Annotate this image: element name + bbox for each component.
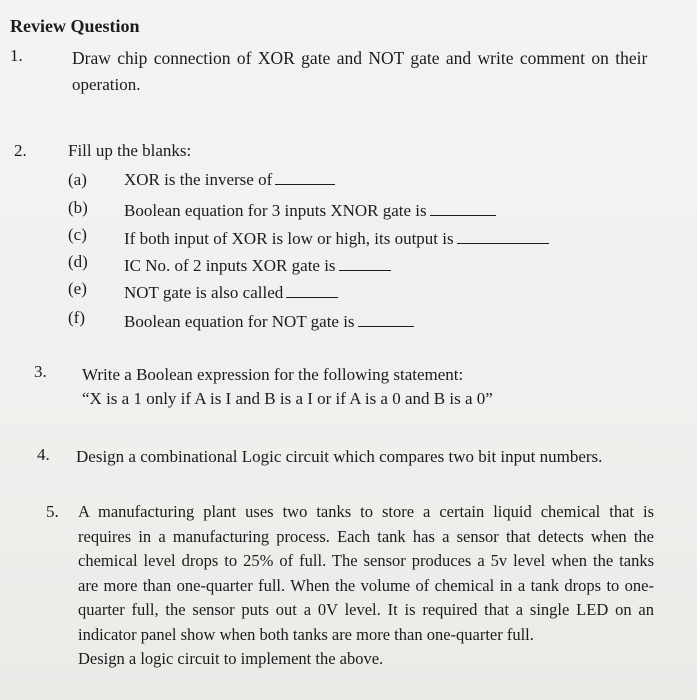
q2-number: 2. — [14, 141, 27, 160]
q5-line-1: A manufacturing plant uses two tanks to store a certain liquid chemical that is — [78, 502, 654, 521]
q1-number: 1. — [10, 46, 23, 65]
q5-number: 5. — [46, 502, 59, 521]
page-title: Review Question — [10, 16, 140, 36]
q2-label-e: (e) — [68, 279, 87, 298]
q2-item-e-text: NOT gate is also called — [124, 283, 284, 302]
answer-blank-a[interactable] — [275, 170, 335, 185]
q2-item-d — [124, 255, 391, 277]
q5-line-2: requires in a manufacturing process. Each tank has a sensor that detects when the — [78, 526, 654, 546]
q2-label-c: (c) — [68, 225, 87, 244]
q2-item-b-text: Boolean equation for 3 inputs XNOR gate is — [124, 201, 427, 220]
q5-paragraph — [78, 500, 654, 672]
q2-item-f-text: Boolean equation for NOT gate is — [124, 312, 355, 331]
q3-number: 3. — [34, 362, 47, 381]
q5-line-5: quarter full, the sensor puts out a 0V level. It is required that a single LED on an — [78, 600, 654, 619]
q4-text: Design a combinational Logic circuit which compares two bit input numbers. — [76, 447, 603, 466]
q5-line-7: Design a logic circuit to implement the above. — [78, 649, 384, 668]
q2-item-a — [124, 169, 335, 191]
answer-blank-f[interactable] — [358, 312, 414, 327]
q2-item-e — [124, 282, 338, 304]
q2-label-b: (b) — [68, 198, 88, 217]
answer-blank-b[interactable] — [430, 201, 496, 216]
q5-line-3: chemical level drops to 25% of full. The sensor produces a 5v level when the tanks — [78, 551, 654, 570]
q2-item-c-text: If both input of XOR is low or high, its output is — [124, 229, 454, 248]
answer-blank-c[interactable] — [457, 229, 549, 244]
q2-intro: Fill up the blanks: — [68, 141, 192, 160]
answer-blank-d[interactable] — [339, 256, 391, 271]
q2-item-b — [124, 200, 496, 222]
q3-line-1: Write a Boolean expression for the following statement: — [82, 365, 464, 384]
q3-line-2: “X is a 1 only if A is I and B is a I or if A is a 0 and B is a 0” — [82, 389, 493, 408]
q1-line-1: Draw chip connection of XOR gate and NOT gate and write comment on their — [72, 48, 648, 68]
q2-label-f: (f) — [68, 308, 85, 327]
q2-label-a: (a) — [68, 170, 87, 189]
q4-number: 4. — [37, 445, 50, 464]
q2-item-f — [124, 311, 414, 333]
q2-item-d-text: IC No. of 2 inputs XOR gate is — [124, 256, 336, 275]
q2-item-a-text: XOR is the inverse of — [124, 170, 273, 189]
q1-line-2: operation. — [72, 75, 141, 94]
q5-line-4: are more than one-quarter full. When the volume of chemical in a tank drops to one- — [78, 575, 654, 595]
q5-line-6: indicator panel show when both tanks are more than one-quarter full. — [78, 624, 534, 644]
q2-label-d: (d) — [68, 252, 88, 271]
answer-blank-e[interactable] — [286, 283, 338, 298]
q2-item-c — [124, 228, 549, 250]
